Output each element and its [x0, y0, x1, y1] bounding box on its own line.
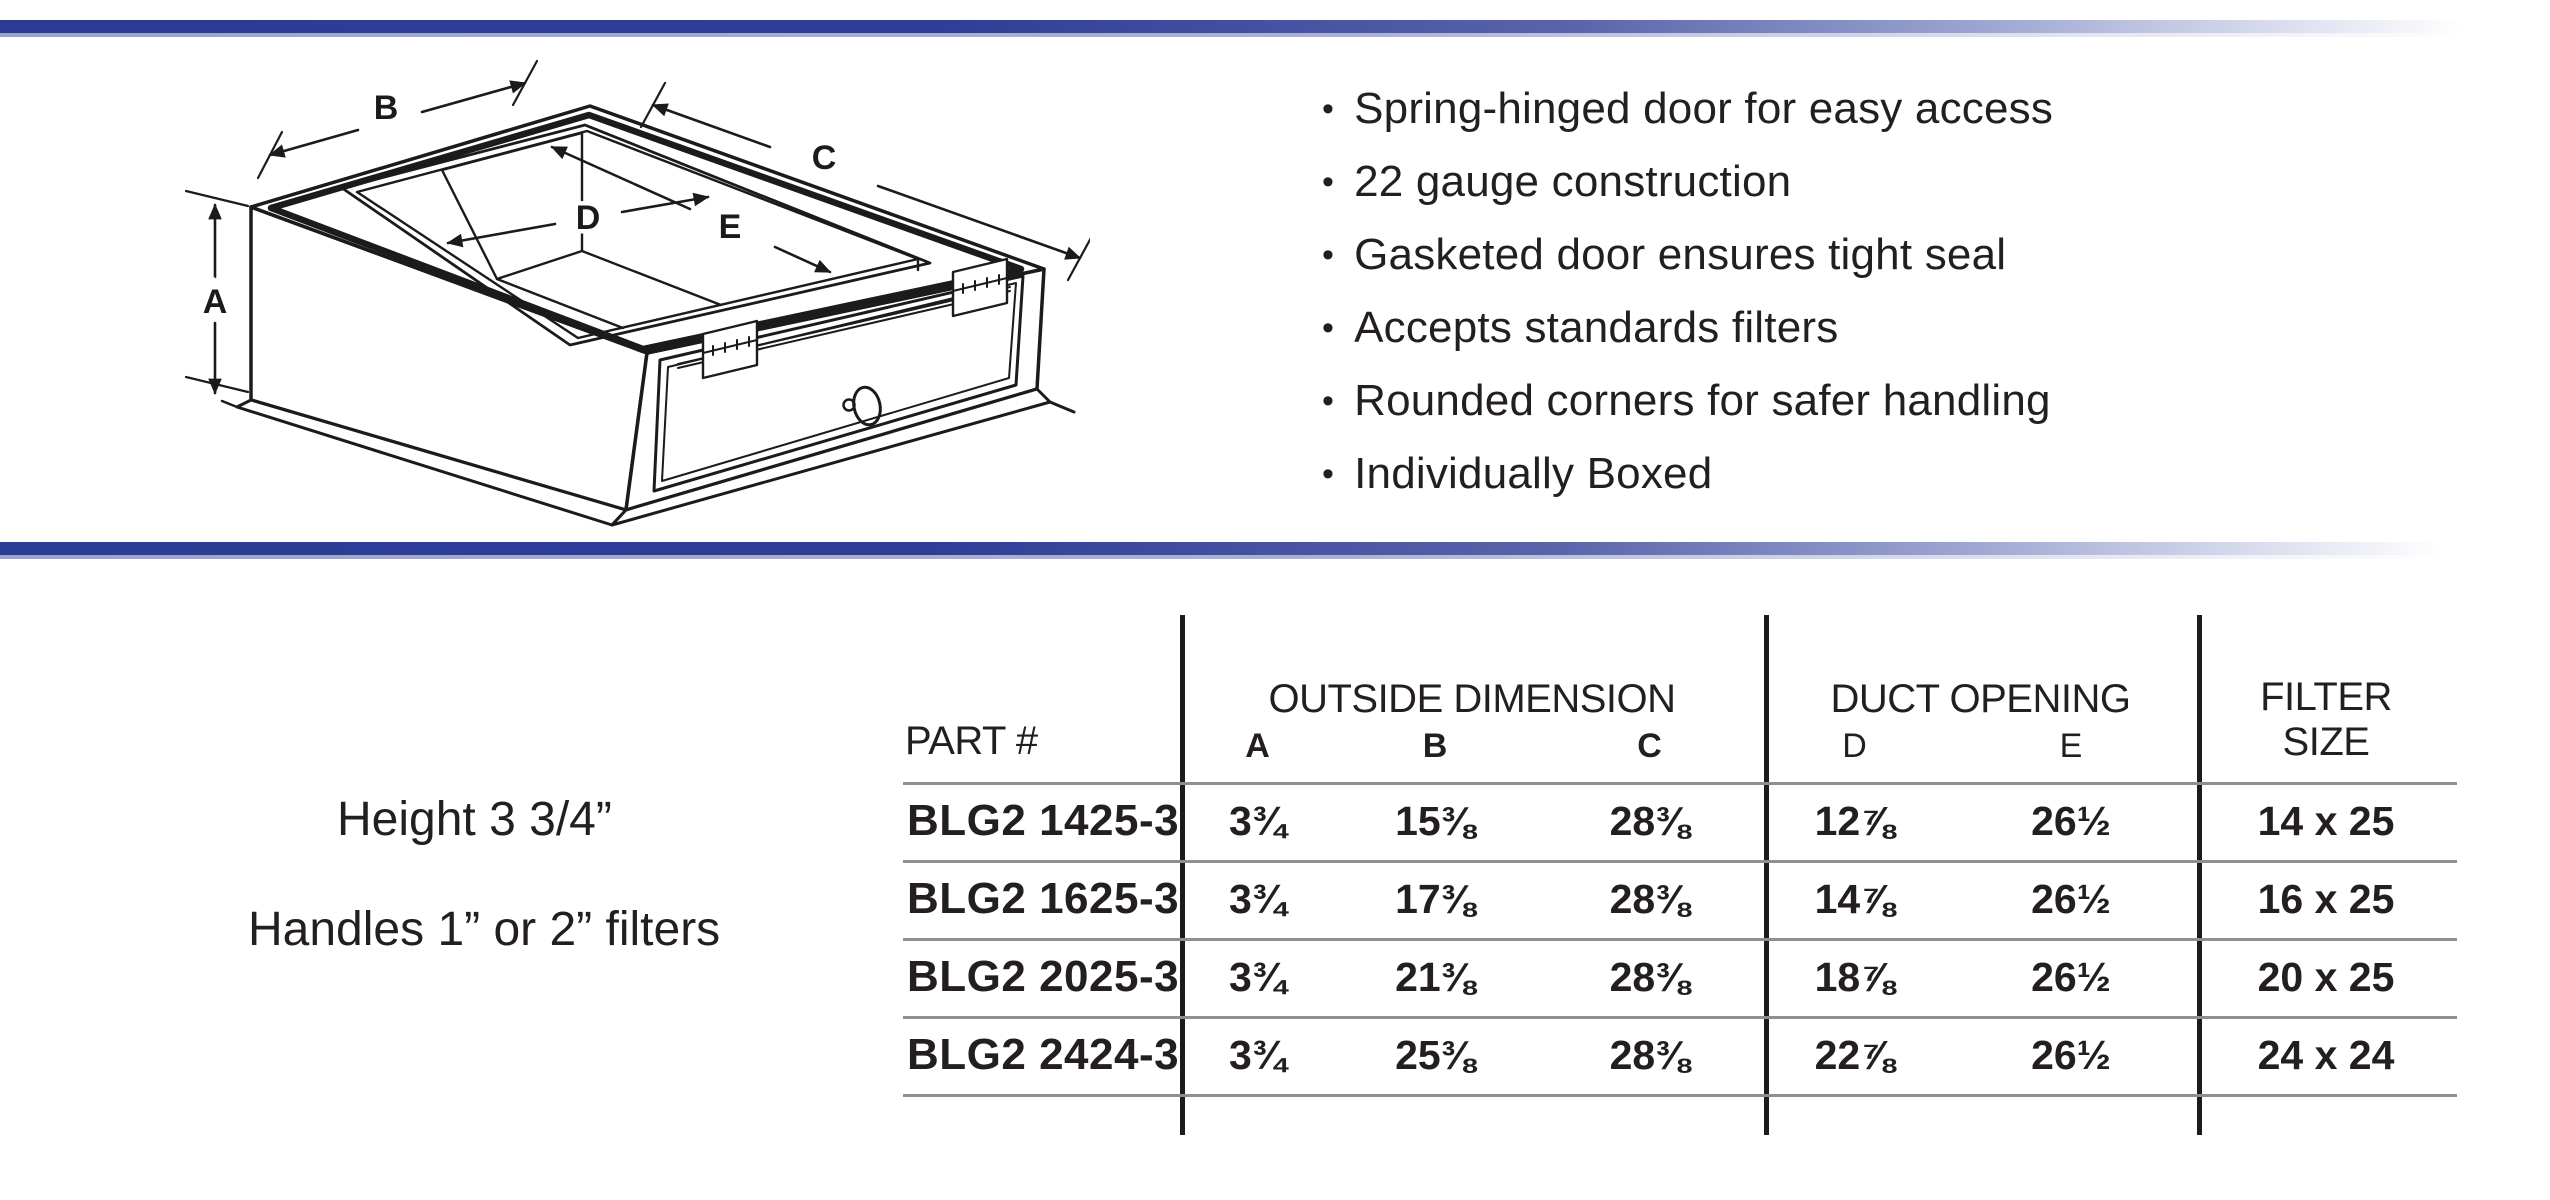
part-number-cell: BLG2 1425-3 [907, 796, 1180, 845]
feature-text: Gasketed door ensures tight seal [1354, 229, 2007, 279]
box-body [222, 106, 1074, 525]
column-header-b: B [1422, 727, 1448, 765]
part-number-cell: BLG2 2424-3 [907, 1030, 1180, 1079]
dim-e-cell: 26½ [2031, 875, 2111, 922]
bullet-icon: • [1322, 163, 1335, 201]
outside-dimension-header: OUTSIDE DIMENSION [1268, 677, 1676, 721]
feature-item [1322, 145, 2472, 218]
filter-size-cell: 20 x 25 [2257, 953, 2395, 1000]
product-line-drawing [130, 55, 1090, 535]
feature-text: Rounded corners for safer handling [1354, 375, 2051, 425]
table-row [905, 938, 2459, 1016]
note-handles: Handles 1” or 2” filters [248, 903, 721, 956]
dim-d-cell: 12⅞ [1814, 797, 1895, 844]
column-header-a: A [1245, 727, 1270, 765]
filter-size-header-line2: SIZE [2282, 720, 2370, 764]
table-row [905, 860, 2459, 938]
table-row [905, 782, 2459, 860]
column-header-c: C [1637, 727, 1662, 765]
dim-c-cell: 28⅜ [1609, 797, 1690, 844]
spec-table [905, 615, 2459, 1140]
dimension-label-e: E [718, 208, 742, 246]
feature-text: Individually Boxed [1354, 448, 1713, 498]
top-accent-bar-edge [0, 33, 2462, 37]
features-list [1322, 72, 2472, 510]
dimension-label-a: A [202, 283, 228, 321]
feature-item [1322, 364, 2472, 437]
bullet-icon: • [1322, 382, 1335, 420]
duct-opening-header: DUCT OPENING [1830, 677, 2131, 721]
filter-size-cell: 24 x 24 [2257, 1031, 2395, 1078]
note-height: Height 3 3/4” [337, 793, 612, 846]
middle-accent-bar-edge [0, 555, 2440, 559]
filter-size-header [2197, 675, 2455, 765]
feature-item [1322, 72, 2472, 145]
dim-d-cell: 22⅞ [1814, 1031, 1895, 1078]
part-number-header: PART # [905, 719, 1038, 763]
dim-d-cell: 14⅞ [1814, 875, 1895, 922]
dim-c-cell: 28⅜ [1609, 953, 1690, 1000]
dim-a-cell: 3¾ [1229, 1031, 1286, 1078]
dim-b-cell: 21⅜ [1395, 953, 1475, 1000]
dim-a-cell: 3¾ [1229, 875, 1286, 922]
column-header-d: D [1842, 727, 1867, 765]
dim-e-cell: 26½ [2031, 953, 2111, 1000]
bullet-icon: • [1322, 90, 1335, 128]
dimension-label-c: C [811, 139, 837, 177]
feature-text: 22 gauge construction [1354, 156, 1792, 206]
part-number-cell: BLG2 2025-3 [907, 952, 1180, 1001]
dim-e-cell: 26½ [2031, 797, 2111, 844]
feature-item [1322, 291, 2472, 364]
bullet-icon: • [1322, 309, 1335, 347]
bullet-icon: • [1322, 236, 1335, 274]
dim-a-cell: 3¾ [1229, 797, 1286, 844]
part-number-cell: BLG2 1625-3 [907, 874, 1180, 923]
dim-d-cell: 18⅞ [1814, 953, 1895, 1000]
feature-item [1322, 437, 2472, 510]
dimension-label-b: B [373, 89, 399, 127]
feature-text: Accepts standards filters [1354, 302, 1839, 352]
dim-a-cell: 3¾ [1229, 953, 1286, 1000]
dim-e-cell: 26½ [2031, 1031, 2111, 1078]
dim-b-cell: 15⅜ [1395, 797, 1475, 844]
dim-c-cell: 28⅜ [1609, 1031, 1690, 1078]
table-row [905, 1016, 2459, 1094]
dim-c-cell: 28⅜ [1609, 875, 1690, 922]
column-header-e: E [2059, 727, 2083, 765]
dim-b-cell: 25⅜ [1395, 1031, 1475, 1078]
table-rule [903, 1094, 2457, 1097]
feature-item [1322, 218, 2472, 291]
table-body [905, 782, 2459, 1094]
dimension-label-d: D [575, 199, 601, 237]
filter-size-header-line1: FILTER [2260, 675, 2392, 719]
bullet-icon: • [1322, 455, 1335, 493]
filter-size-cell: 16 x 25 [2257, 875, 2395, 922]
middle-accent-bar [0, 542, 2440, 555]
feature-text: Spring-hinged door for easy access [1354, 83, 2054, 133]
top-accent-bar [0, 20, 2462, 33]
filter-size-cell: 14 x 25 [2257, 797, 2395, 844]
dim-b-cell: 17⅜ [1395, 875, 1475, 922]
